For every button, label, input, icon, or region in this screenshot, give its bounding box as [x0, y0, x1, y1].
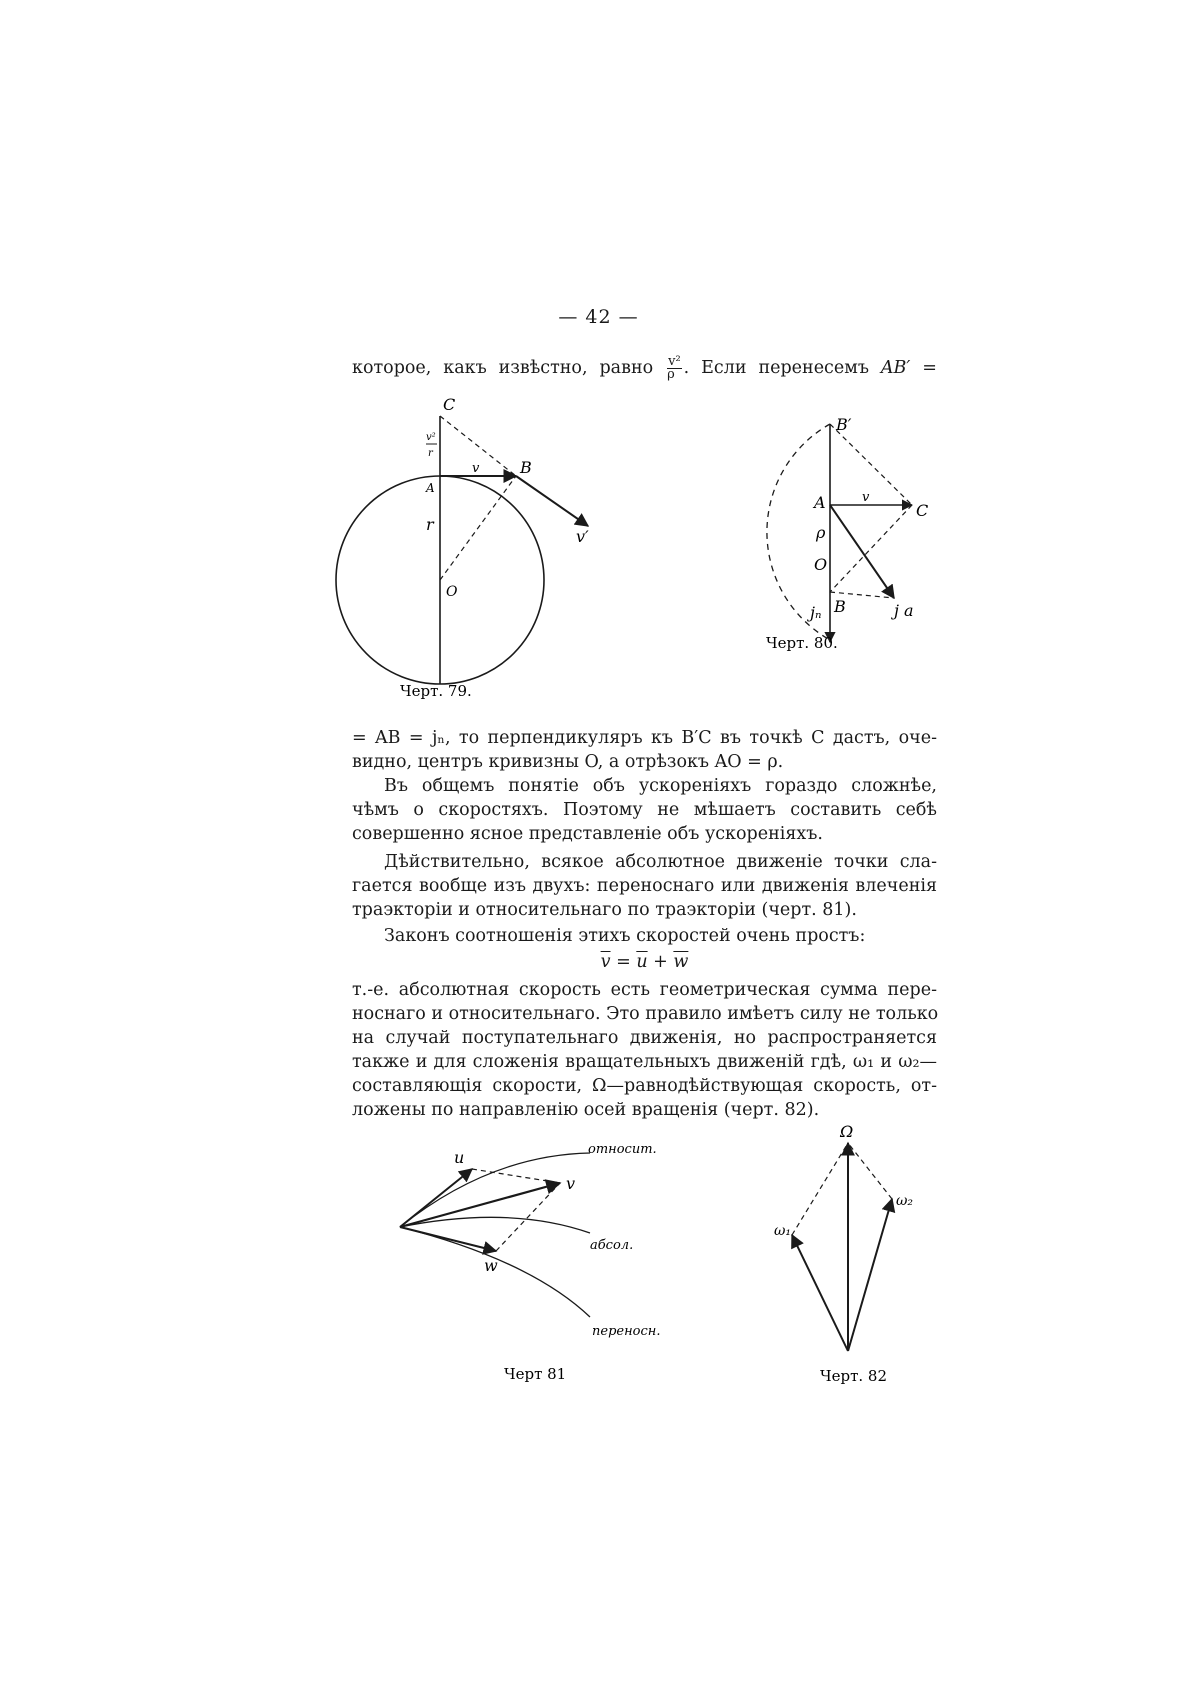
fig80-label-B-prime: B′: [836, 415, 852, 434]
fig79-frac-den: r: [428, 448, 433, 459]
fig79-label-O: O: [446, 584, 458, 600]
fig80-label-rho: ρ: [816, 523, 826, 542]
text-line-3: чѣмъ о скоростяхъ. Поэтому не мѣшаетъ составить себѣ: [352, 800, 937, 820]
text-line-6: гается вообще изъ двухъ: переноснаго или движенія влеченія: [352, 876, 937, 896]
formula-w: $\overline{w}$: [673, 952, 689, 972]
text-line-7: траэкторіи и относительнаго по траэкторіи (черт. 81).: [352, 900, 857, 920]
fig80-label-jn: jₙ: [810, 603, 822, 622]
intro-fraction: [667, 356, 682, 381]
fig79-label-v: v: [472, 461, 480, 476]
text-line-5: Дѣйствительно, всякое абсолютное движеніе точки сла-: [384, 852, 937, 872]
figure-79: [330, 380, 630, 700]
fig82-label-Omega: Ω: [840, 1122, 854, 1141]
text2-line-2: носнаго и относительнаго. Это правило имѣетъ силу не только: [352, 1004, 939, 1024]
figure-80: [690, 410, 950, 700]
fig80-label-C: C: [916, 501, 929, 520]
fig82-label-omega1: ω₁: [774, 1223, 792, 1239]
fig81-label-v: v: [566, 1174, 576, 1193]
text-line-continuation: = AB = jₙ, то перпендикуляръ къ B′C въ точкѣ C дастъ, оче-: [352, 728, 937, 748]
formula: [352, 950, 937, 974]
fig81-label-w: w: [484, 1256, 498, 1275]
fig81-caption: Черт 81: [504, 1365, 567, 1383]
fig82-dash-1: [792, 1143, 848, 1235]
fig82-vector-omega1: [792, 1235, 848, 1351]
fig82-caption: Черт. 82: [820, 1367, 887, 1385]
fig79-label-C: C: [443, 395, 456, 414]
fig80-label-ja: j a: [894, 601, 914, 620]
fig80-accel-ja: [830, 505, 894, 598]
figure-81: [380, 1135, 720, 1395]
page-number: — 42 —: [558, 306, 639, 328]
fig81-label-u: u: [454, 1148, 465, 1167]
fig79-label-r: r: [426, 515, 434, 534]
intro-text-after: . Если перенесемъ: [683, 358, 869, 378]
figure-82: [770, 1122, 920, 1385]
fig81-label-otnosit: относит.: [588, 1142, 657, 1157]
fig79-label-v-prime: v′: [576, 527, 589, 546]
fig80-dash-bc: [830, 424, 912, 505]
formula-v: $\overline{v}$: [600, 952, 611, 972]
text2-line-6: ложены по направленію осей вращенія (черт. 82).: [352, 1100, 820, 1120]
text2-line-1: т.-е. абсолютная скорость есть геометрическая сумма пере-: [352, 980, 937, 1000]
intro-text: которое, какъ извѣстно, равно: [352, 358, 654, 378]
fig80-label-A: A: [814, 493, 826, 512]
text-line-8: Законъ соотношенія этихъ скоростей очень простъ:: [384, 926, 866, 946]
formula-eq: =: [610, 952, 637, 972]
intro-ab-prime: AB′ =: [880, 358, 937, 378]
fig79-caption: Черт. 79.: [400, 682, 472, 700]
fig82-dash-2: [848, 1143, 892, 1199]
fig81-label-perenosn: переносн.: [592, 1324, 661, 1339]
fig81-vector-w: [400, 1227, 496, 1251]
text2-line-4: также и для сложенія вращательныхъ движеній гдѣ, ω₁ и ω₂—: [352, 1052, 937, 1072]
fig80-label-B: B: [834, 597, 846, 616]
fig79-velocity-v-prime: [516, 476, 588, 526]
fig80-dash-co: [830, 505, 912, 592]
formula-u: $\overline{u}$: [636, 952, 648, 972]
text2-line-3: на случай поступательнаго движенія, но распространяется: [352, 1028, 937, 1048]
fig80-caption: Черт. 80.: [766, 634, 838, 652]
text-line-4: совершенно ясное представленіе объ ускореніяхъ.: [352, 824, 823, 844]
fig82-label-omega2: ω₂: [896, 1193, 914, 1209]
intro-frac-num: v²: [668, 354, 681, 369]
fig81-curve-otnosit: [400, 1153, 590, 1227]
fig80-label-v: v: [862, 490, 870, 505]
fig82-vector-omega2: [848, 1199, 892, 1351]
fig81-label-absol: абсол.: [590, 1238, 634, 1253]
fig79-dash-ob: [440, 476, 516, 580]
text2-line-5: составляющія скорости, Ω—равнодѣйствующая скорость, от-: [352, 1076, 937, 1096]
text-line-2: Въ общемъ понятіе объ ускореніяхъ гораздо сложнѣе,: [384, 776, 937, 796]
text-line-1: видно, центръ кривизны O, а отрѣзокъ AO = ρ.: [352, 752, 784, 772]
intro-line: [352, 356, 937, 381]
fig79-frac-num: v²: [426, 432, 436, 443]
fig80-label-O: O: [814, 555, 828, 574]
formula-plus: +: [647, 952, 674, 972]
fig79-label-B: B: [520, 458, 532, 477]
fig79-label-A: A: [426, 481, 435, 495]
intro-frac-den: ρ: [667, 367, 675, 382]
